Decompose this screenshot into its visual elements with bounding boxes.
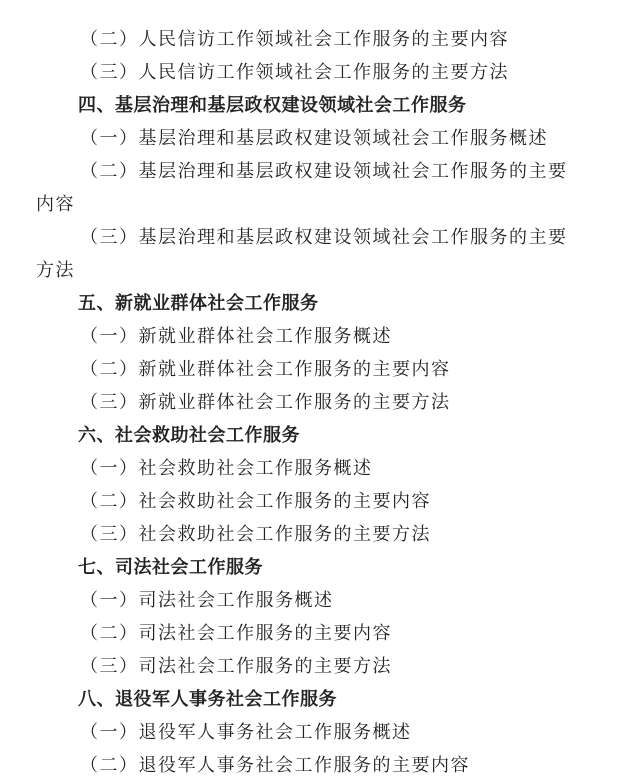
section-heading: 八、退役军人事务社会工作服务 (78, 689, 337, 710)
outline-subitem: （三）司法社会工作服务的主要方法 (80, 656, 392, 677)
outline-subitem: （二）退役军人事务社会工作服务的主要内容 (80, 755, 470, 776)
section-heading: 四、基层治理和基层政权建设领域社会工作服务 (78, 95, 467, 116)
outline-subitem: （三）人民信访工作领域社会工作服务的主要方法 (80, 62, 509, 83)
outline-subitem: （一）司法社会工作服务概述 (80, 590, 334, 611)
outline-subitem: （一）新就业群体社会工作服务概述 (80, 326, 392, 347)
outline-subitem-continuation: 内容 (36, 194, 75, 215)
outline-subitem: （一）退役军人事务社会工作服务概述 (80, 722, 412, 743)
section-heading: 六、社会救助社会工作服务 (78, 425, 300, 446)
outline-subitem: （一）社会救助社会工作服务概述 (80, 458, 373, 479)
outline-subitem: （二）新就业群体社会工作服务的主要内容 (80, 359, 451, 380)
outline-subitem: （一）基层治理和基层政权建设领域社会工作服务概述 (80, 128, 548, 149)
outline-subitem: （三）社会救助社会工作服务的主要方法 (80, 524, 431, 545)
outline-subitem: （三）新就业群体社会工作服务的主要方法 (80, 392, 451, 413)
section-heading: 五、新就业群体社会工作服务 (78, 293, 319, 314)
outline-subitem: （二）基层治理和基层政权建设领域社会工作服务的主要 (80, 161, 568, 182)
outline-subitem: （二）司法社会工作服务的主要内容 (80, 623, 392, 644)
section-heading: 七、司法社会工作服务 (78, 557, 263, 578)
outline-subitem: （二）人民信访工作领域社会工作服务的主要内容 (80, 29, 509, 50)
outline-subitem-continuation: 方法 (36, 260, 75, 281)
outline-subitem: （二）社会救助社会工作服务的主要内容 (80, 491, 431, 512)
outline-subitem: （三）基层治理和基层政权建设领域社会工作服务的主要 (80, 227, 568, 248)
